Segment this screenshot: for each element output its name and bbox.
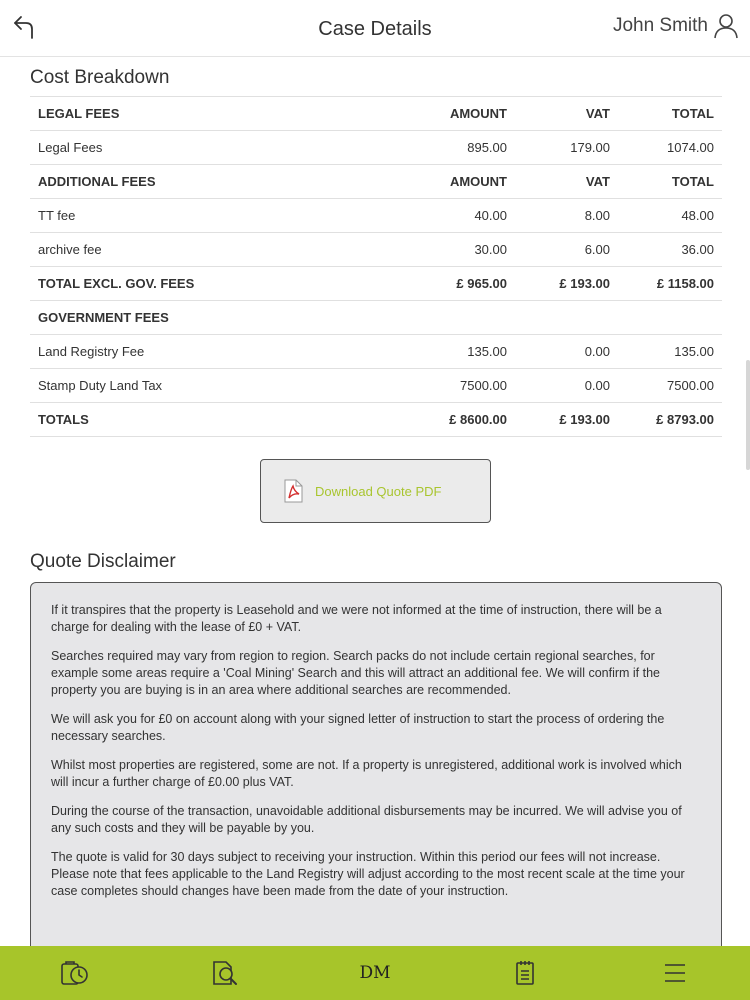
disclaimer-paragraph: During the course of the transaction, unavoidable additional disbursements may be incurred. We will advise you of any such costs and they will be payable by you.: [51, 804, 682, 835]
disclaimer-paragraph: The quote is valid for 30 days subject to receiving your instruction. Within this period our fees will not increase. Please note that fees applicable to the Land Registry will adjust according to the most recent scale at the time your case completes should changes have been made from the date of your instruction.: [51, 850, 685, 898]
cost-breakdown-table: [30, 96, 722, 437]
disclaimer-paragraph: Searches required may vary from region to region. Search packs do not include certain regional searches, for example some areas require a 'Coal Mining' Search and this will attract an additional fee. We will confirm if the property you are buying is in an area where additional searches are recommended.: [51, 649, 660, 697]
nav-menu-button[interactable]: [645, 946, 705, 1000]
row-label: LEGAL FEES: [38, 106, 120, 121]
row-vat: VAT: [585, 174, 610, 189]
row-vat: 0.00: [584, 378, 610, 393]
row-total: £ 8793.00: [656, 412, 714, 427]
nav-home-button[interactable]: [345, 946, 405, 1000]
row-label: Stamp Duty Land Tax: [38, 378, 163, 393]
table-total-row: [30, 403, 722, 437]
row-amount: £ 965.00: [456, 276, 507, 291]
case-details-content: [30, 57, 722, 947]
table-row: [30, 199, 722, 233]
row-total: TOTAL: [671, 174, 714, 189]
row-total: 1074.00: [667, 140, 714, 155]
row-total: 135.00: [674, 344, 714, 359]
row-total: 48.00: [681, 208, 714, 223]
row-amount: 40.00: [474, 208, 507, 223]
notepad-icon: [514, 960, 536, 986]
row-amount: AMOUNT: [449, 174, 507, 189]
row-amount: 895.00: [467, 140, 507, 155]
user-menu[interactable]: [613, 13, 738, 39]
disclaimer-paragraph: If it transpires that the property is Leasehold and we were not informed at the time of instruction, there will be a charge for dealing with the lease of £0 + VAT.: [51, 603, 662, 634]
row-label: Legal Fees: [38, 140, 103, 155]
row-vat: 179.00: [570, 140, 610, 155]
row-vat: 8.00: [584, 208, 610, 223]
nav-search-button[interactable]: [195, 946, 255, 1000]
table-section-header: [30, 97, 722, 131]
row-amount: 7500.00: [460, 378, 507, 393]
quote-disclaimer-box: [30, 582, 722, 947]
menu-icon: [663, 962, 687, 984]
row-label: ADDITIONAL FEES: [38, 174, 156, 189]
row-amount: 30.00: [474, 242, 507, 257]
quote-disclaimer-title: Quote Disclaimer: [30, 551, 176, 572]
row-label: TT fee: [38, 208, 76, 223]
row-label: archive fee: [38, 242, 102, 257]
row-amount: AMOUNT: [449, 106, 507, 121]
table-row: [30, 233, 722, 267]
table-section-header: [30, 165, 722, 199]
row-amount: £ 8600.00: [449, 412, 507, 427]
table-row: [30, 369, 722, 403]
bottom-navigation: [0, 946, 750, 1000]
disclaimer-paragraph: We will ask you for £0 on account along with your signed letter of instruction to start the process of ordering the necessary searches.: [51, 712, 665, 743]
row-total: TOTAL: [671, 106, 714, 121]
row-vat: VAT: [585, 106, 610, 121]
scrollbar[interactable]: [746, 360, 750, 470]
row-total: 7500.00: [667, 378, 714, 393]
search-document-icon: [211, 959, 239, 987]
table-row: [30, 335, 722, 369]
app-header: [0, 0, 750, 57]
row-label: TOTAL EXCL. GOV. FEES: [38, 276, 195, 291]
nav-notes-button[interactable]: [495, 946, 555, 1000]
row-total: £ 1158.00: [656, 276, 714, 291]
user-icon: [714, 13, 738, 39]
history-icon: [60, 960, 90, 986]
download-quote-pdf-label: Download Quote PDF: [315, 483, 442, 499]
row-total: 36.00: [681, 242, 714, 257]
table-row: [30, 131, 722, 165]
dm-logo: DM: [359, 963, 391, 983]
row-label: TOTALS: [38, 412, 89, 427]
table-total-row: [30, 267, 722, 301]
disclaimer-paragraph: Whilst most properties are registered, some are not. If a property is unregistered, additional work is involved which will incur a further charge of £0.00 plus VAT.: [51, 758, 682, 789]
row-amount: 135.00: [467, 344, 507, 359]
download-quote-pdf-button[interactable]: [260, 459, 491, 523]
row-vat: 0.00: [584, 344, 610, 359]
page-title: Case Details: [318, 18, 432, 40]
row-label: Land Registry Fee: [38, 344, 145, 359]
row-label: GOVERNMENT FEES: [38, 310, 169, 325]
pdf-icon: [281, 479, 305, 503]
row-vat: £ 193.00: [559, 412, 610, 427]
nav-history-button[interactable]: [45, 946, 105, 1000]
row-vat: 6.00: [584, 242, 610, 257]
user-name: John Smith: [612, 15, 708, 36]
table-section-header: [30, 301, 722, 335]
row-vat: £ 193.00: [559, 276, 610, 291]
cost-breakdown-title: Cost Breakdown: [30, 67, 170, 88]
